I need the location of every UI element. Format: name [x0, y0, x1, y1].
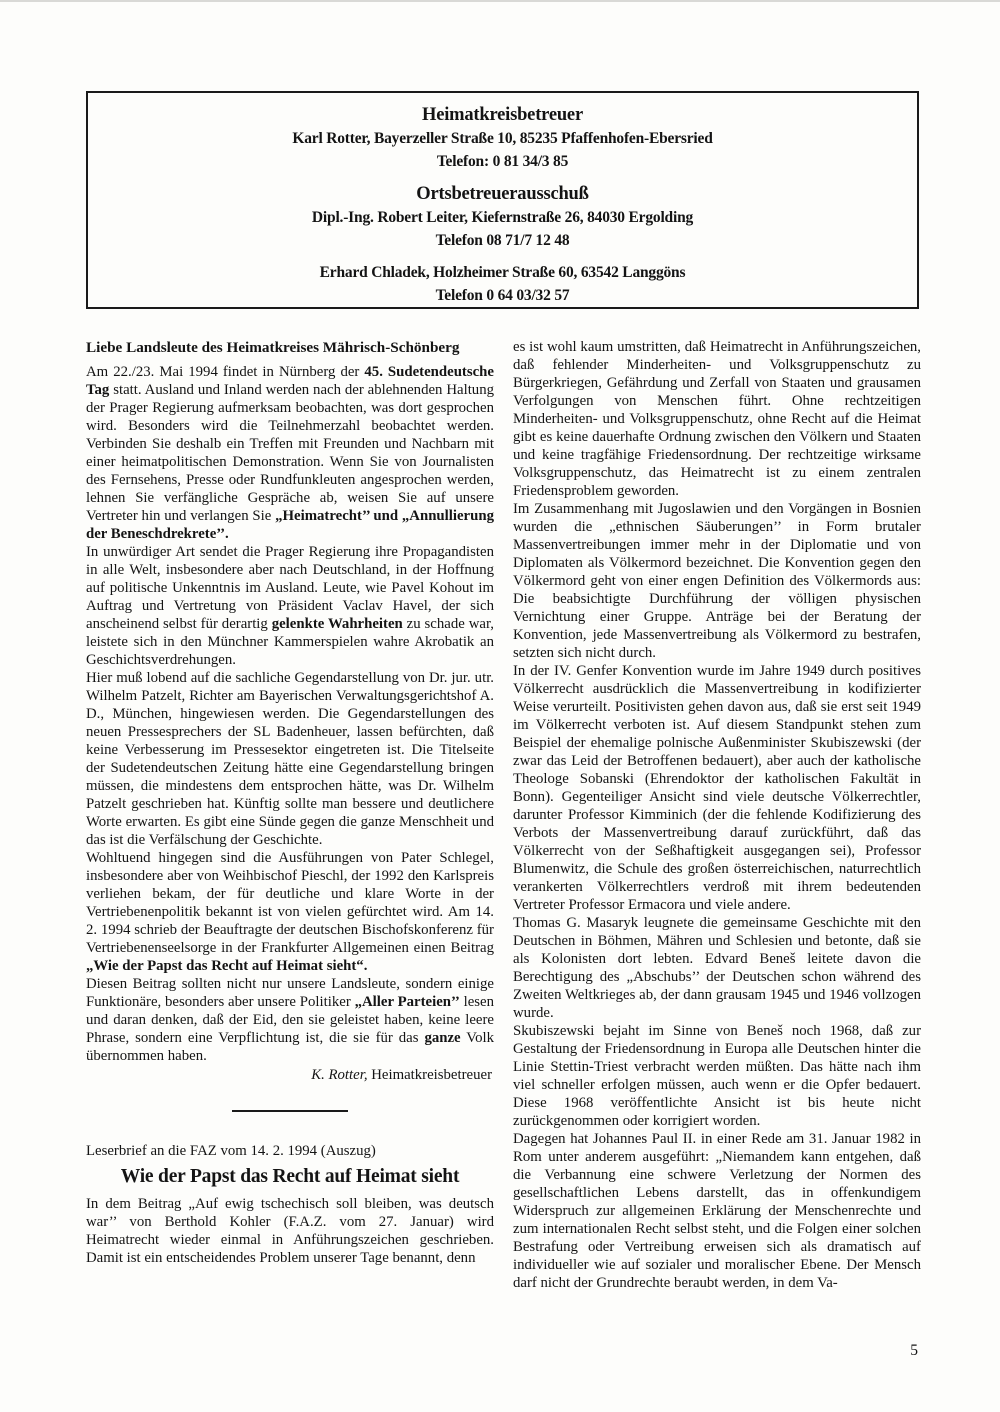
article-columns: [86, 338, 922, 1292]
header-box-group: [88, 103, 917, 173]
paragraph: es ist wohl kaum umstritten, daß Heimatrecht in Anführungszeichen, daß fehlender Minderheiten- und Volksgruppenschutz zu Bürgerkriegen, Gefährdung und Zerfall von Staaten und grausamen Verfolgungen von Menschen führt. Ohne rechtzeitigen Minderheiten- und Volksgruppenschutz, ohne Recht auf die Heimat gibt es keine dauerhafte Ordnung zwischen den Völkern und Staaten und keine tragfähige Friedensordnung. Der rechtzeitige wirksame Volksgruppenschutz, das Heimatrecht ist zu einem zentralen Friedensproblem geworden.: [513, 339, 921, 499]
letter-body: [86, 1195, 494, 1267]
paragraph: In dem Beitrag „Auf ewig tschechisch soll bleiben, was deutsch war’’ von Berthold Kohler (F.A.Z. vom 27. Januar) wird Heimatrecht wieder einmal in Anführungszeichen geschrieben. Damit ist ein entscheidendes Problem unserer Tage benannt, denn: [86, 1196, 494, 1266]
section-divider: [232, 1110, 348, 1112]
signature-line: [86, 1066, 494, 1084]
left-column: [86, 338, 494, 1292]
paragraph: Wohltuend hingegen sind die Ausführungen von Pater Schlegel, insbesondere aber von Weihbischof Pieschl, der 1992 den Karlspreis verliehen bekam, der für deutliche und klare Worte in der Vertriebenenpolitik bekannt ist von vielen gefürchtet wird. Am 14. 2. 1994 schrieb der Beauftragte der deutschen Bischofskonferenz für Vertriebenenseelsorge in der Frankfurter Allgemeinen einen Beitrag „Wie der Papst das Recht auf Heimat sieht“.: [86, 850, 494, 974]
header-box-group: [88, 261, 917, 307]
header-box-title: Ortsbetreuerausschuß: [416, 184, 589, 204]
header-box-line: Dipl.-Ing. Robert Leiter, Kiefernstraße 26, 84030 Ergolding: [311, 209, 694, 226]
paragraph: Im Zusammenhang mit Jugoslawien und den Vorgängen in Bosnien wurden die „ethnischen Säuberungen’’ in Form brutaler Massenvertreibungen immer mehr in der Diplomatie und von Diplomaten als Völkermord bezeichnet. Die Konvention gegen den Völkermord geht von einer engen Definition des Völkermords aus: Die beabsichtigte Durchführung der völligen physischen Vernichtung einer Gruppe. Anträge bei der Beratung der Konvention, jede Massenvertreibung als Völkermord zu bestrafen, setzten sich nicht durch.: [513, 501, 921, 661]
paragraph: Skubiszewski bejaht im Sinne von Beneš noch 1968, daß zur Gestaltung der Friedensordnung in Europa alle Deutschen hinter die Linie Stettin-Triest verbracht werden müßten. Das hätte nach ihm viel schneller erfolgen müssen, auch wenn er die Opfer bedauert. Diese 1968 veröffentlichte Ansicht ist bis heute nicht zurückgenommen oder korrigiert worden.: [513, 1023, 921, 1129]
signature-role: Heimatkreisbetreuer: [367, 1067, 492, 1083]
right-column: [513, 338, 921, 1292]
header-box-line: Erhard Chladek, Holzheimer Straße 60, 63542 Langgöns: [319, 264, 686, 281]
header-box-group: [88, 182, 917, 252]
paragraph: Dagegen hat Johannes Paul II. in einer Rede am 31. Januar 1982 in Rom unter anderem ausgeführt: „Niemandem kann entgehen, daß die Verbannung eine schwere Verletzung der Normen des gesellschaftlichen Lebens darstellt, das in offenkundigem Widerspruch zur allgemeinen Erklärung der Menschenrechte und zum internationalen Recht selbst steht, und die Folgen einer solchen Bestrafung oder Vertreibung erweisen sich als dramatisch auf individueller wie auf sozialer und moralischer Ebene. Der Mensch darf nicht der Grundrechte beraubt werden, in dem Va-: [513, 1131, 921, 1291]
scan-edge-line: [0, 0, 1000, 2]
paragraph: Am 22./23. Mai 1994 findet in Nürnberg der 45. Sudetendeutsche Tag statt. Ausland und Inland werden nach der ablehnenden Haltung der Prager Regierung aufmerksam beobachten, was dort gesprochen wird. Besonders wird die Teilnehmerzahl beobachtet werden. Verbinden Sie deshalb ein Treffen mit Freunden und Nachbarn mit einer heimatpolitischen Demonstration. Wenn Sie von Journalisten des Fernsehens, Presse oder Rundfunkleuten angesprochen werden, lehnen Sie verfängliche Gespräche ab, weisen Sie auf unsere Vertreter hin und verlangen Sie „Heimatrecht’’ und „Annullierung der Beneschdrekrete’’.: [86, 364, 494, 542]
header-box-line: Karl Rotter, Bayerzeller Straße 10, 85235 Pfaffenhofen-Ebersried: [292, 130, 713, 147]
contact-header-box: [86, 91, 919, 309]
paragraph: Diesen Beitrag sollten nicht nur unsere Landsleute, sondern einige Funktionäre, besonders aber unsere Politiker „Aller Parteien’’ lesen und daran denken, daß der Eid, den sie geleistet haben, keine leere Phrase, sondern eine Verpflichtung ist, die sie für das ganze Volk übernommen haben.: [86, 976, 494, 1064]
paragraph: In der IV. Genfer Konvention wurde im Jahre 1949 durch positives Völkerrecht ausdrücklich die Massenvertreibung in kodifizierter Weise verurteilt. Positivisten gehen davon aus, daß sie erst seit 1949 im Völkerrecht verboten ist. Auf diesem Standpunkt stehen zum Beispiel der ehemalige polnische Außenminister Skubiszewski (der zwar das Leid der Betroffenen bedauert), aber auch der katholische Theologe Sobanski (Ehrendoktor der katholischen Fakultät in Bonn). Gegenteiliger Ansicht sind viele deutsche Völkerrechtler, darunter Professor Kimminich (der die fehlende Kodifizierung des Verbots der Massenvertreibung darauf zurückführt, daß das Völkerrecht von der Seßhaftigkeit ausgegangen sei), Professor Blumenwitz, die Schule des großen österreichischen, naturrechtlich verankerten Völkerrechtlers verdroß mit ihrem bedeutenden Vertreter Professor Ermacora und viele andere.: [513, 663, 921, 913]
left-column-heading: Liebe Landsleute des Heimatkreises Mährisch-Schönberg: [86, 339, 460, 356]
header-box-line: Telefon: 0 81 34/3 85: [436, 153, 569, 170]
paragraph: Hier muß lobend auf die sachliche Gegendarstellung von Dr. jur. utr. Wilhelm Patzelt, Richter am Bayerischen Verwaltungsgerichtshof A. D., München, hingewiesen werden. Die Gegendarstellungen des neuen Pressesprechers der SL Badenheuer, lassen befürchten, daß keine Verbesserung im Pressesektor eingetreten ist. Die Titelseite der Sudetendeutschen Zeitung hätte eine Gegendarstellung bringen müssen, die mindestens dem entsprochen hätte, was Dr. Wilhelm Patzelt geschrieben hat. Künftig sollte man bessere und deutlichere Worte erwarten. Es gibt eine Sünde gegen die ganze Menschheit und das ist die Verfälschung der Geschichte.: [86, 670, 494, 848]
page-number: 5: [910, 1342, 918, 1359]
left-column-body: [86, 363, 494, 1065]
header-box-line: Telefon 0 64 03/32 57: [435, 287, 570, 304]
letter-intro: Leserbrief an die FAZ vom 14. 2. 1994 (Auszug): [86, 1143, 376, 1159]
header-box-title: Heimatkreisbetreuer: [422, 105, 583, 125]
right-column-body: [513, 338, 921, 1292]
signature-name: K. Rotter,: [311, 1067, 368, 1083]
header-box-line: Telefon 08 71/7 12 48: [435, 232, 570, 249]
letter-heading: Wie der Papst das Recht auf Heimat sieht: [120, 1166, 460, 1187]
paragraph: In unwürdiger Art sendet die Prager Regierung ihre Propagandisten in alle Welt, insbesondere aber nach Deutschland, in der Hoffnung auf politische Unkenntnis im Ausland. Leute, wie Pavel Kohout im Auftrag und Vertretung von Präsident Vaclav Havel, der sich anscheinend selbst für derartig gelenkte Wahrheiten zu schade war, leistete sich in den Münchner Kammerspielen wahre Akrobatik an Geschichtsverdrehungen.: [86, 544, 494, 668]
paragraph: Thomas G. Masaryk leugnete die gemeinsame Geschichte mit den Deutschen in Böhmen, Mähren und Schlesien und betonte, daß sie als Kolonisten dort lebten. Edvard Beneš leitete davon die Berechtigung des „Abschubs’’ der Deutschen schon während des Zweiten Weltkrieges ab, der dann grausam 1945 und 1946 vollzogen wurde.: [513, 915, 921, 1021]
